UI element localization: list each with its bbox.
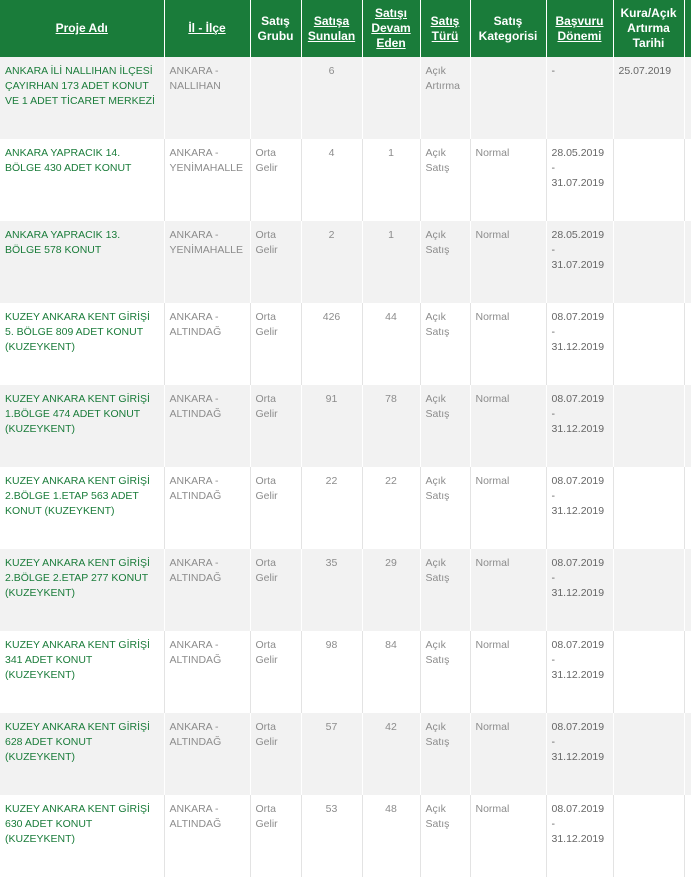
project-name-link[interactable]: KUZEY ANKARA KENT GİRİŞİ 2.BÖLGE 1.ETAP 563 ADET KONUT (KUZEYKENT) xyxy=(0,467,164,549)
kura-tarihi-cell xyxy=(613,139,684,221)
basvuru-donemi-cell: 08.07.2019 - 31.12.2019 xyxy=(546,385,613,467)
table-row[interactable] xyxy=(0,549,691,631)
il-ilce-cell: ANKARA - ALTINDAĞ xyxy=(164,795,250,877)
satis-turu-cell: Açık Satış xyxy=(420,549,470,631)
satis-kategorisi-cell: Normal xyxy=(470,713,546,795)
table-row[interactable] xyxy=(0,221,691,303)
extra-cell xyxy=(684,713,691,795)
kura-tarihi-cell xyxy=(613,549,684,631)
satisa-sunulan-cell: 98 xyxy=(301,631,362,713)
project-name-link[interactable]: ANKARA YAPRACIK 14. BÖLGE 430 ADET KONUT xyxy=(0,139,164,221)
header-satis-grubu-label: Satış Grubu xyxy=(257,13,294,43)
basvuru-donemi-cell: - xyxy=(546,57,613,139)
basvuru-donemi-cell: 28.05.2019 - 31.07.2019 xyxy=(546,221,613,303)
satisi-devam-eden-cell: 84 xyxy=(362,631,420,713)
satisa-sunulan-cell: 4 xyxy=(301,139,362,221)
extra-cell xyxy=(684,631,691,713)
il-ilce-cell: ANKARA - YENİMAHALLE xyxy=(164,139,250,221)
header-proje-adi[interactable] xyxy=(0,0,164,57)
extra-cell xyxy=(684,221,691,303)
basvuru-donemi-cell: 08.07.2019 - 31.12.2019 xyxy=(546,713,613,795)
header-satisa-sunulan[interactable] xyxy=(301,0,362,57)
sort-link-satisa-sunulan[interactable]: Satışa Sunulan xyxy=(307,13,356,43)
extra-cell xyxy=(684,303,691,385)
satisi-devam-eden-cell: 42 xyxy=(362,713,420,795)
basvuru-donemi-cell: 08.07.2019 - 31.12.2019 xyxy=(546,467,613,549)
sort-link-satisi-devam-eden[interactable]: Satışı Devam Eden xyxy=(371,6,411,50)
kura-tarihi-cell xyxy=(613,221,684,303)
satis-kategorisi-cell: Normal xyxy=(470,631,546,713)
project-name-link[interactable]: KUZEY ANKARA KENT GİRİŞİ 5. BÖLGE 809 ADET KONUT (KUZEYKENT) xyxy=(0,303,164,385)
header-kura-tarihi xyxy=(613,0,684,57)
satis-turu-cell: Açık Satış xyxy=(420,139,470,221)
extra-cell xyxy=(684,385,691,467)
sort-link-basvuru-donemi[interactable]: Başvuru Dönemi xyxy=(555,13,604,43)
kura-tarihi-cell xyxy=(613,713,684,795)
satis-grubu-cell: Orta Gelir xyxy=(250,221,301,303)
il-ilce-cell: ANKARA - ALTINDAĞ xyxy=(164,385,250,467)
il-ilce-cell: ANKARA - ALTINDAĞ xyxy=(164,549,250,631)
table-row[interactable] xyxy=(0,713,691,795)
satisa-sunulan-cell: 6 xyxy=(301,57,362,139)
header-extra xyxy=(684,0,691,57)
il-ilce-cell: ANKARA - ALTINDAĞ xyxy=(164,467,250,549)
sort-link-il-ilce[interactable]: İl - İlçe xyxy=(188,21,226,35)
basvuru-donemi-cell: 08.07.2019 - 31.12.2019 xyxy=(546,303,613,385)
satis-grubu-cell xyxy=(250,57,301,139)
header-satis-kategorisi xyxy=(470,0,546,57)
project-name-link[interactable]: KUZEY ANKARA KENT GİRİŞİ 628 ADET KONUT (KUZEYKENT) xyxy=(0,713,164,795)
il-ilce-cell: ANKARA - ALTINDAĞ xyxy=(164,303,250,385)
satisi-devam-eden-cell: 1 xyxy=(362,221,420,303)
satis-grubu-cell: Orta Gelir xyxy=(250,713,301,795)
extra-cell xyxy=(684,57,691,139)
extra-cell xyxy=(684,549,691,631)
header-il-ilce[interactable] xyxy=(164,0,250,57)
extra-cell xyxy=(684,467,691,549)
project-name-link[interactable]: KUZEY ANKARA KENT GİRİŞİ 630 ADET KONUT (KUZEYKENT) xyxy=(0,795,164,877)
satis-grubu-cell: Orta Gelir xyxy=(250,385,301,467)
il-ilce-cell: ANKARA - NALLIHAN xyxy=(164,57,250,139)
project-name-link[interactable]: KUZEY ANKARA KENT GİRİŞİ 341 ADET KONUT (KUZEYKENT) xyxy=(0,631,164,713)
basvuru-donemi-cell: 28.05.2019 - 31.07.2019 xyxy=(546,139,613,221)
satis-grubu-cell: Orta Gelir xyxy=(250,467,301,549)
satis-turu-cell: Açık Satış xyxy=(420,795,470,877)
satisi-devam-eden-cell xyxy=(362,57,420,139)
header-satis-turu[interactable] xyxy=(420,0,470,57)
satis-turu-cell: Açık Satış xyxy=(420,385,470,467)
kura-tarihi-cell xyxy=(613,303,684,385)
satis-turu-cell: Açık Satış xyxy=(420,303,470,385)
satis-kategorisi-cell: Normal xyxy=(470,467,546,549)
satisa-sunulan-cell: 2 xyxy=(301,221,362,303)
satisi-devam-eden-cell: 22 xyxy=(362,467,420,549)
satisi-devam-eden-cell: 44 xyxy=(362,303,420,385)
extra-cell xyxy=(684,139,691,221)
header-satis-kategorisi-label: Satış Kategorisi xyxy=(478,13,538,43)
satis-kategorisi-cell xyxy=(470,57,546,139)
table-row[interactable] xyxy=(0,57,691,139)
satis-kategorisi-cell: Normal xyxy=(470,221,546,303)
satis-grubu-cell: Orta Gelir xyxy=(250,139,301,221)
table-row[interactable] xyxy=(0,139,691,221)
satis-kategorisi-cell: Normal xyxy=(470,385,546,467)
satisa-sunulan-cell: 426 xyxy=(301,303,362,385)
header-basvuru-donemi[interactable] xyxy=(546,0,613,57)
extra-cell xyxy=(684,795,691,877)
satis-turu-cell: Açık Artırma xyxy=(420,57,470,139)
table-row[interactable] xyxy=(0,303,691,385)
table-row[interactable] xyxy=(0,467,691,549)
sort-link-proje-adi[interactable]: Proje Adı xyxy=(55,21,108,35)
il-ilce-cell: ANKARA - ALTINDAĞ xyxy=(164,713,250,795)
satisi-devam-eden-cell: 48 xyxy=(362,795,420,877)
sort-link-satis-turu[interactable]: Satış Türü xyxy=(430,13,460,43)
project-name-link[interactable]: KUZEY ANKARA KENT GİRİŞİ 2.BÖLGE 2.ETAP 277 KONUT (KUZEYKENT) xyxy=(0,549,164,631)
satis-kategorisi-cell: Normal xyxy=(470,303,546,385)
satisi-devam-eden-cell: 29 xyxy=(362,549,420,631)
satis-kategorisi-cell: Normal xyxy=(470,795,546,877)
kura-tarihi-cell xyxy=(613,631,684,713)
satisa-sunulan-cell: 22 xyxy=(301,467,362,549)
il-ilce-cell: ANKARA - ALTINDAĞ xyxy=(164,631,250,713)
table-row[interactable] xyxy=(0,795,691,877)
project-name-link[interactable]: ANKARA YAPRACIK 13. BÖLGE 578 KONUT xyxy=(0,221,164,303)
kura-tarihi-cell: 25.07.2019 xyxy=(613,57,684,139)
satis-grubu-cell: Orta Gelir xyxy=(250,631,301,713)
satis-grubu-cell: Orta Gelir xyxy=(250,303,301,385)
satis-grubu-cell: Orta Gelir xyxy=(250,795,301,877)
satis-turu-cell: Açık Satış xyxy=(420,713,470,795)
satisa-sunulan-cell: 35 xyxy=(301,549,362,631)
table-row[interactable] xyxy=(0,385,691,467)
basvuru-donemi-cell: 08.07.2019 - 31.12.2019 xyxy=(546,631,613,713)
kura-tarihi-cell xyxy=(613,385,684,467)
project-name-link[interactable]: KUZEY ANKARA KENT GİRİŞİ 1.BÖLGE 474 ADET KONUT (KUZEYKENT) xyxy=(0,385,164,467)
satis-turu-cell: Açık Satış xyxy=(420,221,470,303)
satis-grubu-cell: Orta Gelir xyxy=(250,549,301,631)
satis-kategorisi-cell: Normal xyxy=(470,549,546,631)
satisi-devam-eden-cell: 1 xyxy=(362,139,420,221)
table-header-row xyxy=(0,0,691,57)
satisi-devam-eden-cell: 78 xyxy=(362,385,420,467)
satisa-sunulan-cell: 53 xyxy=(301,795,362,877)
satis-turu-cell: Açık Satış xyxy=(420,467,470,549)
kura-tarihi-cell xyxy=(613,467,684,549)
satisa-sunulan-cell: 91 xyxy=(301,385,362,467)
satisa-sunulan-cell: 57 xyxy=(301,713,362,795)
satis-turu-cell: Açık Satış xyxy=(420,631,470,713)
project-name-link[interactable]: ANKARA İLİ NALLIHAN İLÇESİ ÇAYIRHAN 173 ADET KONUT VE 1 ADET TİCARET MERKEZİ xyxy=(0,57,164,139)
basvuru-donemi-cell: 08.07.2019 - 31.12.2019 xyxy=(546,549,613,631)
satis-kategorisi-cell: Normal xyxy=(470,139,546,221)
header-satis-grubu xyxy=(250,0,301,57)
basvuru-donemi-cell: 08.07.2019 - 31.12.2019 xyxy=(546,795,613,877)
kura-tarihi-cell xyxy=(613,795,684,877)
il-ilce-cell: ANKARA - YENİMAHALLE xyxy=(164,221,250,303)
header-kura-tarihi-label: Kura/Açık Artırma Tarihi xyxy=(620,6,677,50)
header-satisi-devam-eden[interactable] xyxy=(362,0,420,57)
table-row[interactable] xyxy=(0,631,691,713)
